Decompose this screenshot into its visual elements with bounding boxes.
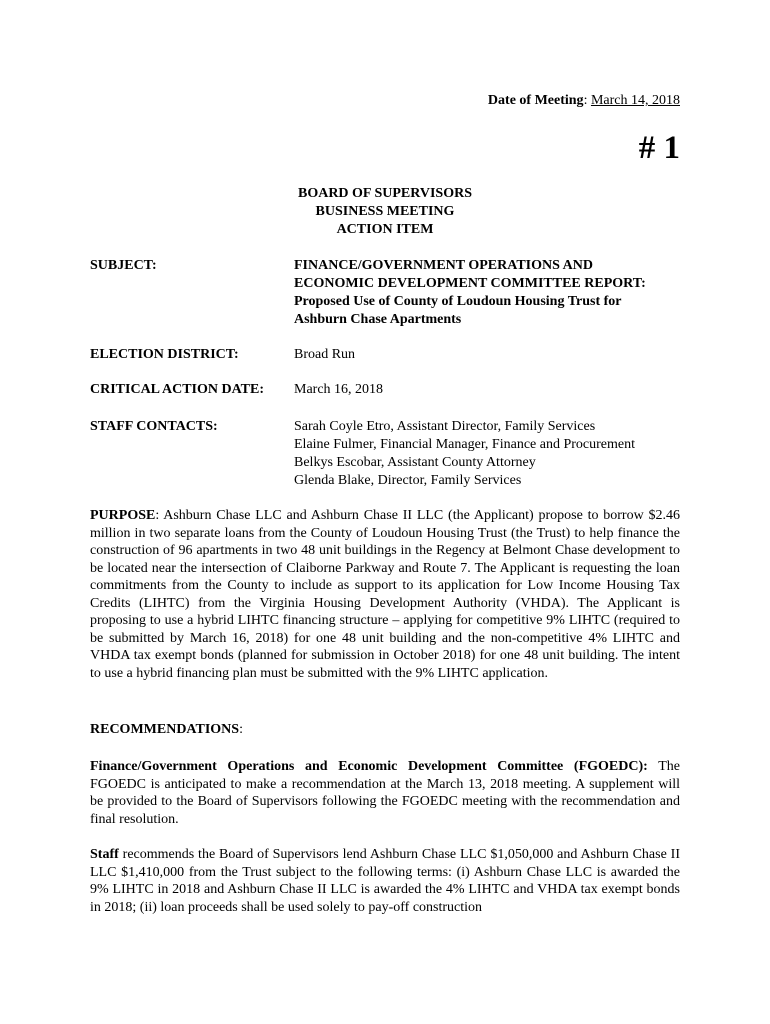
subject-value bbox=[294, 257, 680, 329]
election-district-value: Broad Run bbox=[294, 347, 356, 362]
staff-contacts-row bbox=[90, 418, 680, 490]
staff-recommendation-text: recommends the Board of Supervisors lend Ashburn Chase LLC $1,050,000 and Ashburn Chase II LLC $1,410,000 from the Trust subject to the following terms: (i) Ashburn Chase LLC is awarded the 9% LIHTC in 2018 and Ashburn Chase II LLC is awarded the 4% LIHTC and VHDA tax exempt bonds in 2018; (ii) loan proceeds shall be used solely to pay-off construction bbox=[90, 847, 680, 915]
item-number: # 1 bbox=[638, 130, 680, 166]
staff-recommendation-label: Staff bbox=[90, 847, 119, 862]
meeting-date-label: Date of Meeting bbox=[487, 93, 584, 108]
header-line-action: ACTION ITEM bbox=[336, 222, 434, 237]
fgoedc-text: The FGOEDC is anticipated to make a recommendation at the March 13, 2018 meeting. A supplement will be provided to the Board of Supervisors following the FGOEDC meeting with the recommendation and final resolution. bbox=[90, 759, 680, 827]
critical-action-date-value: March 16, 2018 bbox=[294, 382, 384, 397]
staff-contact: Glenda Blake, Director, Family Services bbox=[294, 473, 522, 488]
election-district-row bbox=[90, 346, 680, 364]
subject-line: Proposed Use of County of Loudoun Housing Trust for bbox=[294, 294, 622, 309]
recommendations-heading bbox=[90, 722, 243, 738]
subject-row bbox=[90, 257, 680, 332]
critical-action-date-label: CRITICAL ACTION DATE: bbox=[90, 382, 264, 397]
staff-recommendation-paragraph bbox=[90, 846, 680, 916]
fgoedc-paragraph bbox=[90, 758, 680, 828]
staff-contact: Belkys Escobar, Assistant County Attorney bbox=[294, 455, 536, 470]
staff-contact: Sarah Coyle Etro, Assistant Director, Family Services bbox=[294, 419, 596, 434]
subject-line: ECONOMIC DEVELOPMENT COMMITTEE REPORT: bbox=[294, 276, 646, 291]
subject-line: FINANCE/GOVERNMENT OPERATIONS AND bbox=[294, 258, 593, 273]
meeting-date-value: March 14, 2018 bbox=[590, 93, 680, 108]
staff-contact: Elaine Fulmer, Financial Manager, Finance and Procurement bbox=[294, 437, 635, 452]
fgoedc-label: Finance/Government Operations and Economic Development Committee (FGOEDC): bbox=[90, 759, 648, 774]
purpose-paragraph bbox=[90, 507, 680, 682]
subject-label: SUBJECT: bbox=[90, 258, 157, 273]
recommendations-colon: : bbox=[239, 722, 243, 737]
header-line-board: BOARD OF SUPERVISORS bbox=[297, 186, 472, 201]
staff-contacts-label: STAFF CONTACTS: bbox=[90, 419, 218, 434]
staff-contacts-list bbox=[294, 418, 680, 490]
critical-action-date-row bbox=[90, 381, 680, 399]
subject-line: Ashburn Chase Apartments bbox=[294, 312, 462, 327]
header-line-meeting: BUSINESS MEETING bbox=[315, 204, 455, 219]
recommendations-title: RECOMMENDATIONS bbox=[90, 722, 240, 737]
purpose-label: PURPOSE bbox=[90, 508, 156, 523]
purpose-text: : Ashburn Chase LLC and Ashburn Chase II LLC (the Applicant) propose to borrow $2.46 million in two separate loans from the County of Loudoun Housing Trust (the Trust) to help finance the construction of 96 apartments in two 48 unit buildings in the Regency at Belmont Chase development to be located near the intersection of Claiborne Parkway and Route 7. The Applicant is requesting the loan commitments from the County to include as support to its application for Low Income Housing Tax Credits (LIHTC) from the Virginia Housing Development Authority (VHDA). The Applicant is proposing to use a hybrid LIHTC financing structure – applying for competitive 9% LIHTC (required to be submitted by March 16, 2018) for one 48 unit building and the non-competitive 4% LIHTC and VHDA tax exempt bonds (planned for submission in October 2018) for one 48 unit building. The intent to use a hybrid financing plan must be submitted with the 9% LIHTC application. bbox=[90, 508, 680, 681]
meeting-date: Date of Meeting: March 14, 2018 bbox=[487, 93, 680, 108]
document-header bbox=[0, 185, 770, 239]
election-district-label: ELECTION DISTRICT: bbox=[90, 347, 239, 362]
